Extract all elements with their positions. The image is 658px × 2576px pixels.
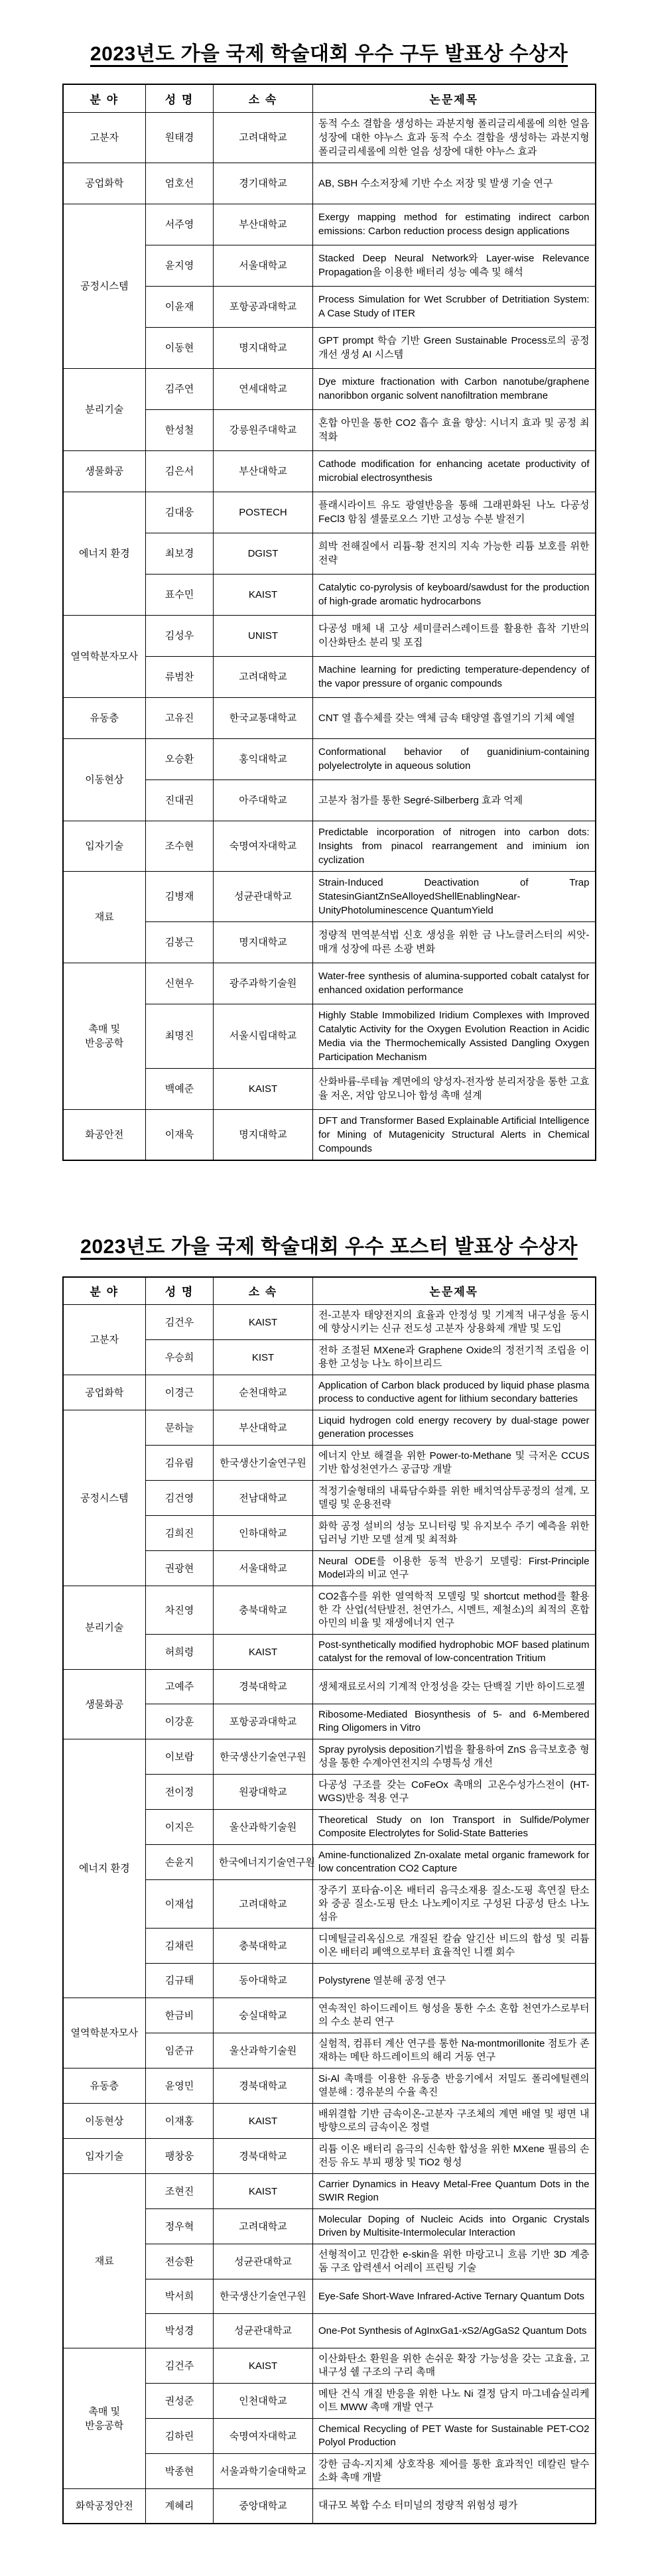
name-cell: 윤영민: [146, 2068, 214, 2104]
paper-title-cell: Eye-Safe Short-Wave Infrared-Active Ternary Quantum Dots: [313, 2279, 596, 2314]
paper-title-cell: Molecular Doping of Nucleic Acids into Organic Crystals Driven by Multisite-Intermolecular Interaction: [313, 2209, 596, 2244]
paper-title-cell: Post-synthetically modified hydrophobic MOF based platinum catalyst for the removal of low-concentration Tritium: [313, 1635, 596, 1670]
name-cell: 권광현: [146, 1551, 214, 1586]
oral-award-table: [62, 84, 596, 1161]
name-cell: 전승환: [146, 2244, 214, 2279]
name-cell: 김주연: [146, 368, 214, 409]
paper-title-cell: 생체재료로서의 기계적 안정성을 갖는 단백질 기반 하이드로젤: [313, 1670, 596, 1704]
paper-title-cell: 메탄 건식 개질 반응을 위한 나노 Ni 결정 담지 마그네슘실리케이트 MWW 촉매 개발 연구: [313, 2384, 596, 2419]
affiliation-cell: KAIST: [214, 574, 313, 615]
name-cell: 정우혁: [146, 2209, 214, 2244]
field-cell: 입자기술: [63, 2139, 146, 2174]
table-row: [63, 1410, 596, 1446]
paper-title-cell: Water-free synthesis of alumina-supported cobalt catalyst for enhanced oxidation performance: [313, 963, 596, 1004]
affiliation-cell: 명지대학교: [214, 1109, 313, 1160]
table-row: [63, 738, 596, 780]
paper-title-cell: Highly Stable Immobilized Iridium Complexes with Improved Catalytic Activity for the Oxygen Evolution Reaction in Acidic Media via the Thermochemically Assisted Dangling Oxygen Participation Mechanism: [313, 1004, 596, 1068]
affiliation-cell: 홍익대학교: [214, 738, 313, 780]
name-cell: 최보경: [146, 533, 214, 574]
paper-title-cell: 고분자 첨가를 통한 Segré-Silberberg 효과 억제: [313, 780, 596, 821]
field-cell: 재료: [63, 2174, 146, 2348]
name-cell: 김유림: [146, 1446, 214, 1481]
affiliation-cell: 숙명여자대학교: [214, 2419, 313, 2454]
field-cell: 열역학분자모사: [63, 1998, 146, 2068]
name-cell: 한금비: [146, 1998, 214, 2033]
table-row: [63, 2489, 596, 2524]
affiliation-cell: 인천대학교: [214, 2384, 313, 2419]
name-cell: 이강훈: [146, 1704, 214, 1739]
table-row: [63, 1739, 596, 1775]
column-header-affiliation: 소 속: [214, 1277, 313, 1305]
name-cell: 한성철: [146, 409, 214, 450]
affiliation-cell: 고려대학교: [214, 2209, 313, 2244]
name-cell: 엄호선: [146, 163, 214, 204]
affiliation-cell: 울산과학기술원: [214, 2033, 313, 2068]
name-cell: 차진영: [146, 1586, 214, 1635]
table-row: [63, 163, 596, 204]
name-cell: 팽창웅: [146, 2139, 214, 2174]
header-row: [63, 1277, 596, 1305]
name-cell: 류범찬: [146, 656, 214, 697]
name-cell: 임준규: [146, 2033, 214, 2068]
table-row: [63, 1998, 596, 2033]
name-cell: 고유진: [146, 697, 214, 738]
name-cell: 이보람: [146, 1739, 214, 1775]
paper-title-cell: 실험적, 컴퓨터 계산 연구를 통한 Na-montmorillonite 점토가 존재하는 메탄 하드레이트의 해리 거동 연구: [313, 2033, 596, 2068]
affiliation-cell: 성균관대학교: [214, 2244, 313, 2279]
paper-title-cell: 이산화탄소 환원을 위한 손쉬운 확장 가능성을 갖는 고효율, 고내구성 쉘 구조의 구리 촉매: [313, 2348, 596, 2384]
column-header-paper-title: 논문제목: [313, 1277, 596, 1305]
affiliation-cell: 경북대학교: [214, 1670, 313, 1704]
field-cell: 유동층: [63, 697, 146, 738]
name-cell: 우승희: [146, 1340, 214, 1375]
field-cell: 에너지 환경: [63, 1739, 146, 1998]
paper-title-cell: Carrier Dynamics in Heavy Metal-Free Quantum Dots in the SWIR Region: [313, 2174, 596, 2209]
paper-title-cell: 연속적인 하이드레이트 형성을 통한 수소 혼합 천연가스로부터의 수소 분리 연구: [313, 1998, 596, 2033]
field-cell: 촉매 및 반응공학: [63, 2348, 146, 2489]
paper-title-cell: One-Pot Synthesis of AgInxGa1-xS2/AgGaS2 Quantum Dots: [313, 2314, 596, 2348]
paper-title-cell: 전하 조절된 MXene과 Graphene Oxide의 정전기적 조립을 이용한 고성능 나노 하이브리드: [313, 1340, 596, 1375]
table-row: [63, 204, 596, 245]
affiliation-cell: KIST: [214, 1340, 313, 1375]
affiliation-cell: 고려대학교: [214, 1880, 313, 1929]
affiliation-cell: 경북대학교: [214, 2068, 313, 2104]
paper-title-cell: 혼합 아민을 통한 CO2 흡수 효율 향상: 시너지 효과 및 공정 최적화: [313, 409, 596, 450]
name-cell: 김건영: [146, 1481, 214, 1516]
affiliation-cell: 성균관대학교: [214, 2314, 313, 2348]
paper-title-cell: 장주기 포타슘-이온 배터리 음극소재용 질소-도핑 흑연질 탄소와 중공 질소-도핑 탄소 나노케이지로 구성된 다공성 탄소 나노섬유: [313, 1880, 596, 1929]
name-cell: 신현우: [146, 963, 214, 1004]
affiliation-cell: KAIST: [214, 2348, 313, 2384]
affiliation-cell: 숭실대학교: [214, 1998, 313, 2033]
paper-title-cell: GPT prompt 학습 기반 Green Sustainable Process로의 공정 개선 생성 AI 시스템: [313, 327, 596, 368]
paper-title-cell: DFT and Transformer Based Explainable Artificial Intelligence for Mining of Mutagenicity Structural Alerts in Chemical Compounds: [313, 1109, 596, 1160]
field-cell: 화공안전: [63, 1109, 146, 1160]
paper-title-cell: Strain-Induced Deactivation of Trap StatesinGiantZnSeAlloyedShellEnablingNear-UnityPhotoluminescence QuantumYield: [313, 871, 596, 921]
poster-award-title: 2023년도 가을 국제 학술대회 우수 포스터 발표상 수상자: [80, 1235, 578, 1258]
field-cell: 생물화공: [63, 1670, 146, 1739]
name-cell: 원태경: [146, 112, 214, 163]
paper-title-cell: Amine-functionalized Zn-oxalate metal organic framework for low concentration CO2 Capture: [313, 1845, 596, 1880]
name-cell: 이재욱: [146, 1109, 214, 1160]
name-cell: 이윤재: [146, 286, 214, 327]
table-row: [63, 1586, 596, 1635]
field-cell: 촉매 및 반응공학: [63, 963, 146, 1109]
affiliation-cell: 인하대학교: [214, 1516, 313, 1551]
table-row: [63, 963, 596, 1004]
name-cell: 진대권: [146, 780, 214, 821]
affiliation-cell: POSTECH: [214, 492, 313, 533]
name-cell: 김희진: [146, 1516, 214, 1551]
name-cell: 김규태: [146, 1964, 214, 1998]
column-header-field: 분 야: [63, 84, 146, 112]
affiliation-cell: 강릉원주대학교: [214, 409, 313, 450]
affiliation-cell: DGIST: [214, 533, 313, 574]
affiliation-cell: 부산대학교: [214, 1410, 313, 1446]
paper-title-cell: Exergy mapping method for estimating indirect carbon emissions: Carbon reduction process design applications: [313, 204, 596, 245]
affiliation-cell: 동아대학교: [214, 1964, 313, 1998]
affiliation-cell: 한국에너지기술연구원: [214, 1845, 313, 1880]
table-row: [63, 112, 596, 163]
name-cell: 김은서: [146, 450, 214, 492]
column-header-name: 성 명: [146, 1277, 214, 1305]
name-cell: 최명진: [146, 1004, 214, 1068]
paper-title-cell: Predictable incorporation of nitrogen into carbon dots: Insights from pinacol rearrangement and iminium ion cyclization: [313, 821, 596, 871]
table-row: [63, 1670, 596, 1704]
name-cell: 김성우: [146, 615, 214, 656]
paper-title-cell: 적정기술형태의 내륙담수화를 위한 배치역삼투공정의 설계, 모델링 및 운용전략: [313, 1481, 596, 1516]
column-header-paper-title: 논문제목: [313, 84, 596, 112]
field-cell: 생물화공: [63, 450, 146, 492]
table-row: [63, 2348, 596, 2384]
paper-title-cell: 리튬 이온 배터리 음극의 신속한 합성을 위한 MXene 필름의 손전등 유도 부피 팽창 및 TiO2 형성: [313, 2139, 596, 2174]
field-cell: 이동현상: [63, 738, 146, 821]
paper-title-cell: AB, SBH 수소저장체 기반 수소 저장 및 발생 기술 연구: [313, 163, 596, 204]
paper-title-cell: 디메틸글리옥심으로 개질된 칼슘 알긴산 비드의 합성 및 리튬 이온 배터리 폐액으로부터 효율적인 니켈 회수: [313, 1929, 596, 1964]
field-cell: 고분자: [63, 1305, 146, 1375]
paper-title-cell: Catalytic co-pyrolysis of keyboard/sawdust for the production of high-grade aromatic hydrocarbons: [313, 574, 596, 615]
affiliation-cell: 부산대학교: [214, 450, 313, 492]
name-cell: 표수민: [146, 574, 214, 615]
name-cell: 박종현: [146, 2454, 214, 2489]
affiliation-cell: KAIST: [214, 2174, 313, 2209]
affiliation-cell: UNIST: [214, 615, 313, 656]
affiliation-cell: 서울대학교: [214, 1551, 313, 1586]
field-cell: 화학공정안전: [63, 2489, 146, 2524]
paper-title-cell: Theoretical Study on Ion Transport in Sulfide/Polymer Composite Electrolytes for Solid-State Batteries: [313, 1810, 596, 1845]
affiliation-cell: KAIST: [214, 1635, 313, 1670]
paper-title-cell: Ribosome-Mediated Biosynthesis of 5- and 6-Membered Ring Oligomers in Vitro: [313, 1704, 596, 1739]
name-cell: 김봉근: [146, 921, 214, 963]
paper-title-cell: 동적 수소 결합을 생성하는 과분지형 폴리글리세롤에 의한 얼음 성장에 대한 야누스 효과 동적 수소 결합을 생성하는 과분지형 폴리글리세롤에 의한 얼음 성장에 대한 야누스 효과: [313, 112, 596, 163]
table-row: [63, 871, 596, 921]
field-cell: 공업화학: [63, 163, 146, 204]
affiliation-cell: 한국생산기술연구원: [214, 1739, 313, 1775]
paper-title-cell: 배위결합 기반 금속이온-고분자 구조체의 계면 배열 및 평면 내 방향으로의 금속이온 정렬: [313, 2104, 596, 2139]
column-header-affiliation: 소 속: [214, 84, 313, 112]
table-row: [63, 821, 596, 871]
table-row: [63, 1305, 596, 1340]
paper-title-cell: Application of Carbon black produced by liquid phase plasma process to conductive agent for lithium secondary batteries: [313, 1375, 596, 1410]
paper-title-cell: CO2흡수를 위한 열역학적 모델링 및 shortcut method를 활용한 각 산업(석탄발전, 천연가스, 시멘트, 제철소)의 최적의 혼합 아민의 비율 및 재생에너지 연구: [313, 1586, 596, 1635]
affiliation-cell: 전남대학교: [214, 1481, 313, 1516]
paper-title-cell: Si-Al 촉매를 이용한 유동층 반응기에서 저밀도 폴리에틸렌의 열분해 : 경유분의 수율 촉진: [313, 2068, 596, 2104]
name-cell: 김건우: [146, 1305, 214, 1340]
paper-title-cell: 선형적이고 민감한 e-skin을 위한 마랑고니 흐름 기반 3D 계층돔 구조 압력센서 어레이 프린팅 기술: [313, 2244, 596, 2279]
table-row: [63, 492, 596, 533]
name-cell: 김대웅: [146, 492, 214, 533]
affiliation-cell: 연세대학교: [214, 368, 313, 409]
paper-title-cell: 플래시라이트 유도 광열반응을 통해 그래핀화된 나노 다공성 FeCl3 함침 셀룰로오스 기반 고성능 수분 발전기: [313, 492, 596, 533]
paper-title-cell: 강한 금속-지지체 상호작용 제어를 통한 효과적인 데칼린 탈수소화 촉매 개발: [313, 2454, 596, 2489]
name-cell: 이지은: [146, 1810, 214, 1845]
affiliation-cell: 울산과학기술원: [214, 1810, 313, 1845]
name-cell: 이경근: [146, 1375, 214, 1410]
paper-title-cell: Spray pyrolysis deposition기법을 활용하여 ZnS 음극보호층 형성을 통한 수계아연전지의 수명특성 개선: [313, 1739, 596, 1775]
paper-title-cell: 에너지 안보 해결을 위한 Power-to-Methane 및 극저온 CCUS 기반 합성천연가스 공급망 개발: [313, 1446, 596, 1481]
table-row: [63, 2174, 596, 2209]
field-cell: 에너지 환경: [63, 492, 146, 615]
affiliation-cell: 명지대학교: [214, 327, 313, 368]
paper-title-cell: Machine learning for predicting temperature-dependency of the vapor pressure of organic compounds: [313, 656, 596, 697]
field-cell: 재료: [63, 871, 146, 963]
affiliation-cell: 경기대학교: [214, 163, 313, 204]
paper-title-cell: Liquid hydrogen cold energy recovery by dual-stage power generation processes: [313, 1410, 596, 1446]
affiliation-cell: 고려대학교: [214, 112, 313, 163]
paper-title-cell: 다공성 구조를 갖는 CoFeOx 촉매의 고온수성가스전이 (HT-WGS)반응 적용 연구: [313, 1775, 596, 1810]
name-cell: 문하늘: [146, 1410, 214, 1446]
field-cell: 입자기술: [63, 821, 146, 871]
name-cell: 고예주: [146, 1670, 214, 1704]
paper-title-cell: Dye mixture fractionation with Carbon nanotube/graphene nanoribbon organic solvent nanofiltration membrane: [313, 368, 596, 409]
table-row: [63, 2068, 596, 2104]
name-cell: 박성경: [146, 2314, 214, 2348]
name-cell: 김건주: [146, 2348, 214, 2384]
field-cell: 공정시스템: [63, 1410, 146, 1586]
paper-title-cell: Conformational behavior of guanidinium-containing polyelectrolyte in aqueous solution: [313, 738, 596, 780]
table-row: [63, 2139, 596, 2174]
table-row: [63, 1109, 596, 1160]
paper-title-cell: CNT 열 흡수체를 갖는 액체 금속 태양열 흡열기의 기체 예열: [313, 697, 596, 738]
paper-title-cell: 대규모 복합 수소 터미널의 정량적 위험성 평가: [313, 2489, 596, 2524]
name-cell: 백예준: [146, 1068, 214, 1109]
affiliation-cell: 충북대학교: [214, 1586, 313, 1635]
affiliation-cell: 포항공과대학교: [214, 1704, 313, 1739]
paper-title-cell: Process Simulation for Wet Scrubber of Detritiation System: A Case Study of ITER: [313, 286, 596, 327]
affiliation-cell: 고려대학교: [214, 656, 313, 697]
name-cell: 조현진: [146, 2174, 214, 2209]
affiliation-cell: 순천대학교: [214, 1375, 313, 1410]
field-cell: 공정시스템: [63, 204, 146, 368]
affiliation-cell: 명지대학교: [214, 921, 313, 963]
paper-title-cell: Stacked Deep Neural Network와 Layer-wise Relevance Propagation을 이용한 배터리 성능 예측 및 해석: [313, 245, 596, 286]
affiliation-cell: 한국생산기술연구원: [214, 2279, 313, 2314]
affiliation-cell: 한국생산기술연구원: [214, 1446, 313, 1481]
affiliation-cell: 서울과학기술대학교: [214, 2454, 313, 2489]
name-cell: 허희령: [146, 1635, 214, 1670]
table-row: [63, 697, 596, 738]
affiliation-cell: 경북대학교: [214, 2139, 313, 2174]
paper-title-cell: 전-고분자 태양전지의 효율과 안정성 및 기계적 내구성을 동시에 향상시키는 신규 전도성 고분자 상용화제 개발 및 도입: [313, 1305, 596, 1340]
name-cell: 윤지영: [146, 245, 214, 286]
oral-award-title: 2023년도 가을 국제 학술대회 우수 구두 발표상 수상자: [90, 43, 568, 65]
field-cell: 이동현상: [63, 2104, 146, 2139]
name-cell: 전이정: [146, 1775, 214, 1810]
field-cell: 유동층: [63, 2068, 146, 2104]
name-cell: 오승환: [146, 738, 214, 780]
affiliation-cell: 원광대학교: [214, 1775, 313, 1810]
table-row: [63, 450, 596, 492]
affiliation-cell: KAIST: [214, 1305, 313, 1340]
column-header-field: 분 야: [63, 1277, 146, 1305]
name-cell: 조수현: [146, 821, 214, 871]
name-cell: 김병재: [146, 871, 214, 921]
field-cell: 분리기술: [63, 368, 146, 450]
affiliation-cell: 숙명여자대학교: [214, 821, 313, 871]
table-row: [63, 2104, 596, 2139]
field-cell: 분리기술: [63, 1586, 146, 1670]
poster-award-table: [62, 1276, 596, 2524]
table-row: [63, 368, 596, 409]
name-cell: 권성준: [146, 2384, 214, 2419]
name-cell: 서주영: [146, 204, 214, 245]
name-cell: 손윤지: [146, 1845, 214, 1880]
affiliation-cell: 서울시립대학교: [214, 1004, 313, 1068]
name-cell: 박서희: [146, 2279, 214, 2314]
affiliation-cell: 충북대학교: [214, 1929, 313, 1964]
table-row: [63, 615, 596, 656]
table-row: [63, 1375, 596, 1410]
field-cell: 공업화학: [63, 1375, 146, 1410]
affiliation-cell: 한국교통대학교: [214, 697, 313, 738]
affiliation-cell: 서울대학교: [214, 245, 313, 286]
affiliation-cell: 성균관대학교: [214, 871, 313, 921]
field-cell: 열역학분자모사: [63, 615, 146, 697]
name-cell: 김채린: [146, 1929, 214, 1964]
paper-title-cell: Cathode modification for enhancing acetate productivity of microbial electrosynthesis: [313, 450, 596, 492]
affiliation-cell: 부산대학교: [214, 204, 313, 245]
paper-title-cell: Chemical Recycling of PET Waste for Sustainable PET-CO2 Polyol Production: [313, 2419, 596, 2454]
name-cell: 김하린: [146, 2419, 214, 2454]
affiliation-cell: 포항공과대학교: [214, 286, 313, 327]
paper-title-cell: 다공성 매체 내 고상 세미클러스레이트를 활용한 흡착 기반의 이산화탄소 분리 및 포집: [313, 615, 596, 656]
paper-title-cell: 정량적 면역분석법 신호 생성을 위한 금 나노클러스터의 씨앗-매개 성장에 따른 소광 변화: [313, 921, 596, 963]
name-cell: 이재홍: [146, 2104, 214, 2139]
paper-title-cell: Polystyrene 열분해 공정 연구: [313, 1964, 596, 1998]
column-header-name: 성 명: [146, 84, 214, 112]
affiliation-cell: 아주대학교: [214, 780, 313, 821]
name-cell: 이동현: [146, 327, 214, 368]
paper-title-cell: 산화바륨-루테늄 계면에의 양성자-전자쌍 분리저장을 통한 고효율 저온, 저압 암모니아 합성 촉매 설계: [313, 1068, 596, 1109]
field-cell: 고분자: [63, 112, 146, 163]
paper-title-cell: Neural ODE를 이용한 동적 반응기 모델링: First-Principle Model과의 비교 연구: [313, 1551, 596, 1586]
affiliation-cell: KAIST: [214, 1068, 313, 1109]
affiliation-cell: 광주과학기술원: [214, 963, 313, 1004]
header-row: [63, 84, 596, 112]
affiliation-cell: KAIST: [214, 2104, 313, 2139]
name-cell: 이재섭: [146, 1880, 214, 1929]
affiliation-cell: 중앙대학교: [214, 2489, 313, 2524]
paper-title-cell: 화학 공정 설비의 성능 모니터링 및 유지보수 주기 예측을 위한 딥러닝 기반 모델 설계 및 최적화: [313, 1516, 596, 1551]
paper-title-cell: 희박 전해질에서 리튬-황 전지의 지속 가능한 리튬 보호를 위한 전략: [313, 533, 596, 574]
name-cell: 계혜리: [146, 2489, 214, 2524]
